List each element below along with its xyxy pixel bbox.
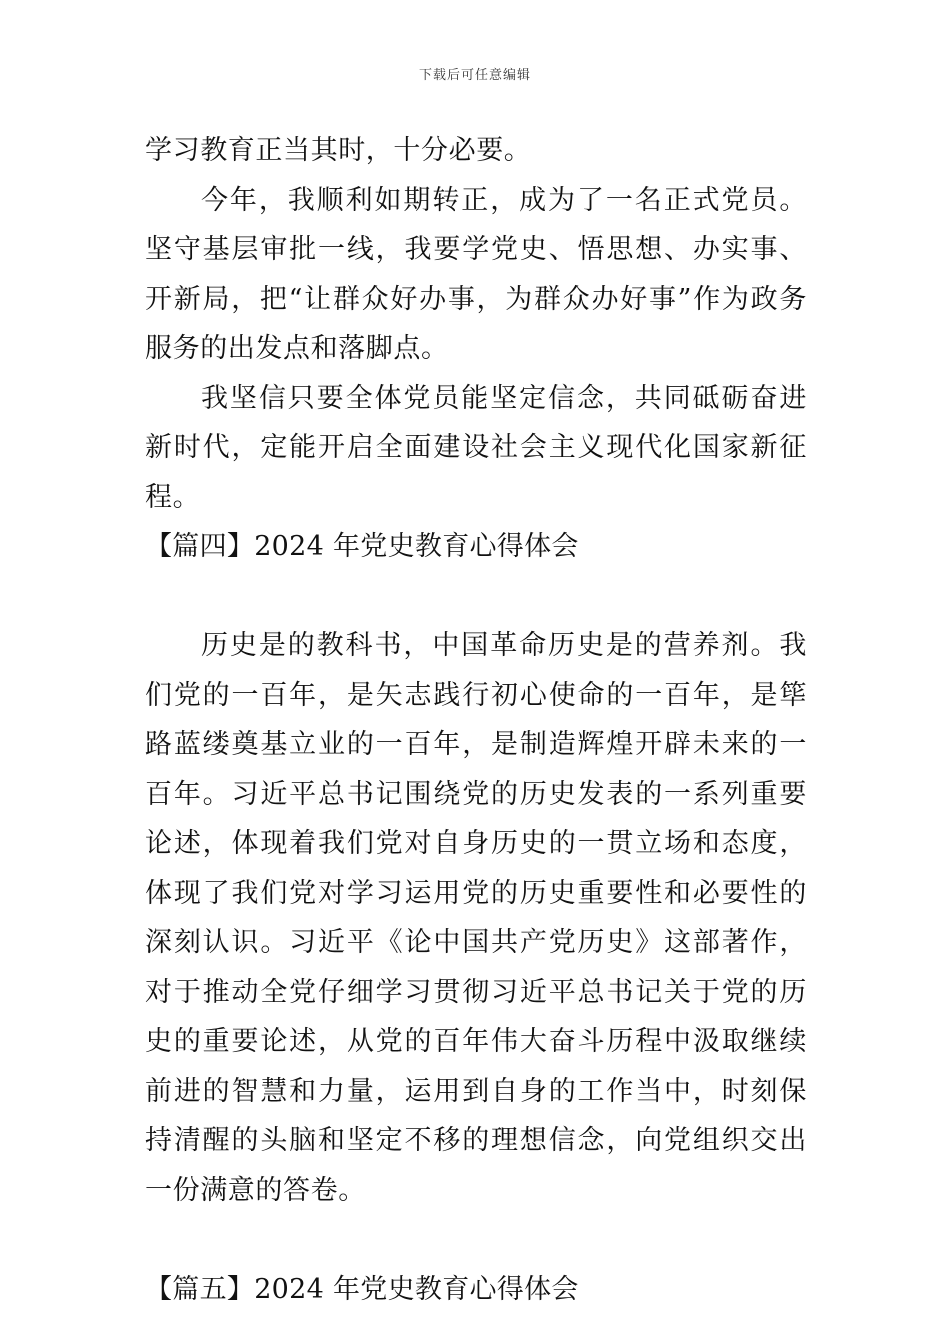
header-note: 下载后可任意编辑 <box>418 68 531 83</box>
paragraph-4: 历史是的教科书，中国革命历史是的营养剂。我们党的一百年，是矢志践行初心使命的一百年，是筚路蓝缕奠基立业的一百年，是制造辉煌开辟未来的一百年。习近平总书记围绕党的历史发表的一系列重要论述，体现着我们党对自身历史的一贯立场和态度，体现了我们党对学习运用党的历史重要性和必要性的深刻认识。习近平《论中国共产党历史》这部著作，对于推动全党仔细学习贯彻习近平总书记关于党的历史的重要论述，从党的百年伟大奋斗历程中汲取继续前进的智慧和力量，运用到自身的工作当中，时刻保持清醒的头脑和坚定不移的理想信念，向党组织交出一份满意的答卷。 <box>145 630 807 1206</box>
blank-line <box>145 1215 807 1265</box>
section-heading-4: 【篇四】2024 年党史教育心得体会 <box>145 531 579 562</box>
paragraph-2: 今年，我顺利如期转正，成为了一名正式党员。坚守基层审批一线，我要学党史、悟思想、办实事、开新局，把“让群众好办事，为群众办好事”作为政务服务的出发点和落脚点。 <box>145 184 807 364</box>
paragraph-3: 我坚信只要全体党员能坚定信念，共同砥砺奋进新时代，定能开启全面建设社会主义现代化国家新征程。 <box>145 382 807 513</box>
blank-line <box>145 572 807 622</box>
document-body <box>145 126 807 1314</box>
paragraph-1: 学习教育正当其时，十分必要。 <box>145 135 532 166</box>
section-heading-5: 【篇五】2024 年党史教育心得体会 <box>145 1273 579 1305</box>
